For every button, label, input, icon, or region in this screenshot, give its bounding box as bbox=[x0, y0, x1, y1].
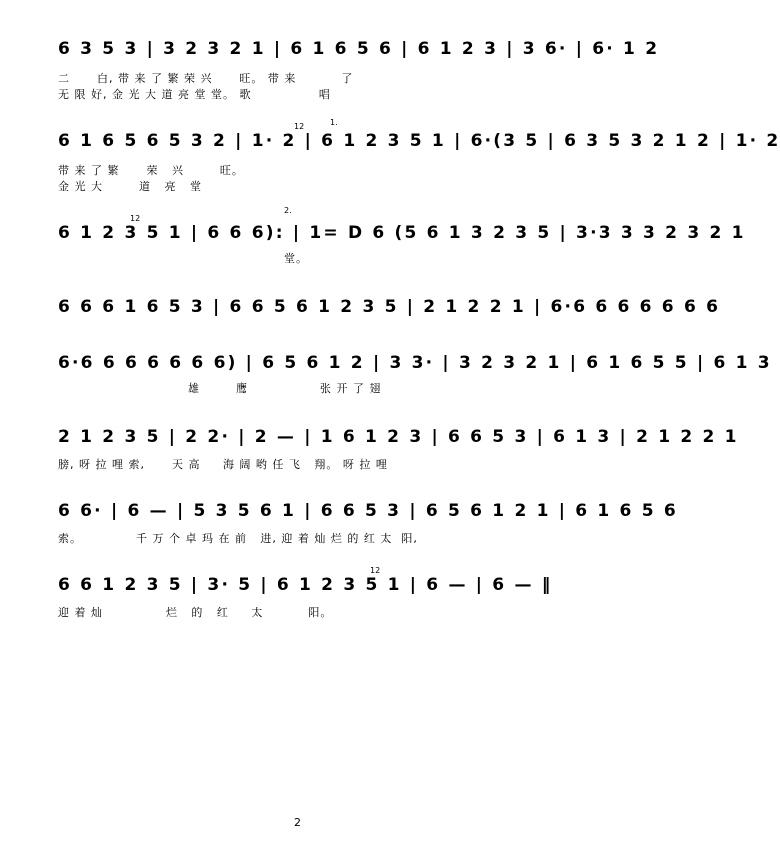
lyric-line: 堂。 bbox=[284, 252, 308, 265]
lyric-line: 二 白, 带 来 了 繁 荣 兴 旺。 带 来 了 bbox=[58, 72, 354, 85]
notation-line: 6 6 1 2 3 5 | 3· 5 | 6 1 2 3 5 1 | 6 — | 6 — ‖ bbox=[58, 575, 553, 595]
notation-line: 2 1 2 3 5 | 2 2· | 2 — | 1 6 1 2 3 | 6 6 5 3 | 6 1 3 | 2 1 2 2 1 bbox=[58, 427, 739, 447]
lyric-line: 雄 鹰 张 开 了 翅 bbox=[188, 382, 382, 395]
lyric-line: 索。 千 万 个 卓 玛 在 前 进, 迎 着 灿 烂 的 红 太 阳, bbox=[58, 532, 418, 545]
lyric-line: 无 限 好, 金 光 大 道 亮 堂 堂。 歌 唱 bbox=[58, 88, 331, 101]
notation-line: 6 3 5 3 | 3 2 3 2 1 | 6 1 6 5 6 | 6 1 2 3 | 3 6· | 6· 1 2 bbox=[58, 39, 660, 59]
ending-mark: 2. bbox=[284, 206, 292, 215]
notation-line: 6 6· | 6 — | 5 3 5 6 1 | 6 6 5 3 | 6 5 6 1 2 1 | 6 1 6 5 6 bbox=[58, 501, 678, 521]
grace-note-mark: 12 bbox=[294, 122, 305, 131]
notation-line: 6 1 6 5 6 5 3 2 | 1· 2 | 6 1 2 3 5 1 | 6·(3 5 | 6 3 5 3 2 1 2 | 1· 2 bbox=[58, 131, 780, 151]
lyric-line: 迎 着 灿 烂 的 红 太 阳。 bbox=[58, 606, 333, 619]
grace-note-mark: 12 bbox=[370, 566, 381, 575]
ending-mark: 1. bbox=[330, 118, 338, 127]
notation-line: 6 6 6 1 6 5 3 | 6 6 5 6 1 2 3 5 | 2 1 2 2 1 | 6·6 6 6 6 6 6 6 bbox=[58, 297, 721, 317]
notation-line: 6 1 2 3 5 1 | 6 6 6): | 1= D 6 (5 6 1 3 2 3 5 | 3·3 3 3 2 3 2 1 bbox=[58, 223, 746, 243]
notation-line: 6·6 6 6 6 6 6 6) | 6 5 6 1 2 | 3 3· | 3 2 3 2 1 | 6 1 6 5 5 | 6 1 3 bbox=[58, 353, 772, 373]
lyric-line: 金 光 大 道 亮 堂 bbox=[58, 180, 202, 193]
lyric-line: 膀, 呀 拉 哩 索, 天 高 海 阔 哟 任 飞 翔。 呀 拉 哩 bbox=[58, 458, 388, 471]
lyric-line: 带 来 了 繁 荣 兴 旺。 bbox=[58, 164, 244, 177]
grace-note-mark: 12 bbox=[130, 214, 141, 223]
page-number: 2 bbox=[294, 816, 301, 829]
